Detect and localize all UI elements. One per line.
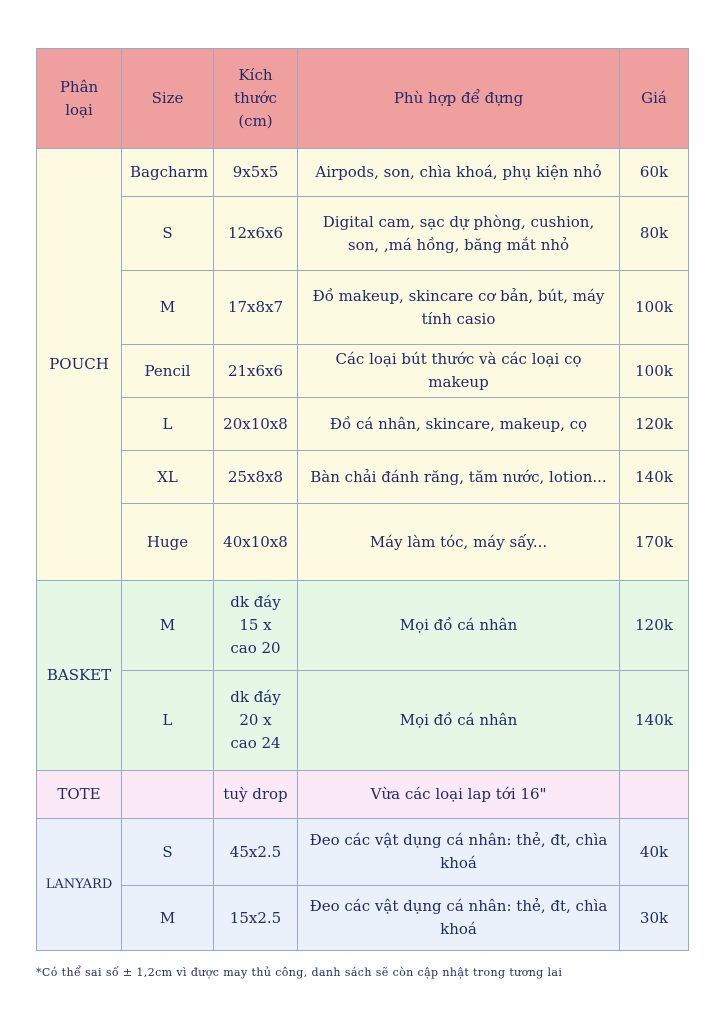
header-category: Phân loại: [37, 49, 122, 149]
table-row: [37, 451, 689, 504]
size-cell: Bagcharm: [122, 149, 214, 197]
table-header-row: [37, 49, 689, 149]
dimensions-cell: 40x10x8: [214, 504, 298, 581]
table-row: [37, 581, 689, 671]
table-row: [37, 886, 689, 951]
usage-cell: Đồ makeup, skincare cơ bản, bút, máy tính casio: [298, 271, 620, 345]
size-cell: S: [122, 197, 214, 271]
size-cell: [122, 771, 214, 819]
footnote: *Có thể sai số ± 1,2cm vì được may thủ công, danh sách sẽ còn cập nhật trong tương lai: [36, 966, 563, 979]
header-usage: Phù hợp để đựng: [298, 49, 620, 149]
header-dimensions: Kích thước (cm): [214, 49, 298, 149]
size-cell: M: [122, 886, 214, 951]
size-cell: S: [122, 819, 214, 886]
category-tote: TOTE: [37, 771, 122, 819]
dimensions-cell: 45x2.5: [214, 819, 298, 886]
price-cell: 170k: [620, 504, 689, 581]
dimensions-cell: 12x6x6: [214, 197, 298, 271]
dimensions-cell: dk đáy 20 x cao 24: [214, 671, 298, 771]
price-cell: [620, 771, 689, 819]
price-cell: 120k: [620, 398, 689, 451]
price-cell: 30k: [620, 886, 689, 951]
usage-cell: Các loại bút thước và các loại cọ makeup: [298, 345, 620, 398]
table-row: [37, 671, 689, 771]
table-row: [37, 771, 689, 819]
dimensions-cell: 25x8x8: [214, 451, 298, 504]
price-cell: 60k: [620, 149, 689, 197]
header-size: Size: [122, 49, 214, 149]
dimensions-cell: 17x8x7: [214, 271, 298, 345]
category-lanyard: LANYARD: [37, 819, 122, 951]
price-cell: 140k: [620, 451, 689, 504]
price-cell: 100k: [620, 345, 689, 398]
table-row: [37, 819, 689, 886]
table-row: [37, 271, 689, 345]
usage-cell: Airpods, son, chìa khoá, phụ kiện nhỏ: [298, 149, 620, 197]
dimensions-cell: tuỳ drop: [214, 771, 298, 819]
usage-cell: Máy làm tóc, máy sấy...: [298, 504, 620, 581]
usage-cell: Đeo các vật dụng cá nhân: thẻ, đt, chìa khoá: [298, 819, 620, 886]
size-cell: L: [122, 398, 214, 451]
dimensions-cell: 9x5x5: [214, 149, 298, 197]
category-basket: BASKET: [37, 581, 122, 771]
usage-cell: Vừa các loại lap tới 16": [298, 771, 620, 819]
table-row: [37, 398, 689, 451]
usage-cell: Mọi đồ cá nhân: [298, 581, 620, 671]
usage-cell: Đồ cá nhân, skincare, makeup, cọ: [298, 398, 620, 451]
usage-cell: Bàn chải đánh răng, tăm nước, lotion...: [298, 451, 620, 504]
price-table: [36, 48, 689, 951]
price-cell: 140k: [620, 671, 689, 771]
table-row: [37, 504, 689, 581]
dimensions-cell: dk đáy 15 x cao 20: [214, 581, 298, 671]
price-cell: 80k: [620, 197, 689, 271]
table-row: [37, 149, 689, 197]
price-cell: 120k: [620, 581, 689, 671]
category-pouch: POUCH: [37, 149, 122, 581]
price-cell: 100k: [620, 271, 689, 345]
size-cell: M: [122, 271, 214, 345]
size-cell: L: [122, 671, 214, 771]
size-cell: M: [122, 581, 214, 671]
dimensions-cell: 20x10x8: [214, 398, 298, 451]
size-cell: Huge: [122, 504, 214, 581]
usage-cell: Đeo các vật dụng cá nhân: thẻ, đt, chìa khoá: [298, 886, 620, 951]
usage-cell: Mọi đồ cá nhân: [298, 671, 620, 771]
size-cell: Pencil: [122, 345, 214, 398]
table-row: [37, 345, 689, 398]
usage-cell: Digital cam, sạc dự phòng, cushion, son, ,má hồng, băng mắt nhỏ: [298, 197, 620, 271]
table-row: [37, 197, 689, 271]
size-cell: XL: [122, 451, 214, 504]
price-cell: 40k: [620, 819, 689, 886]
dimensions-cell: 21x6x6: [214, 345, 298, 398]
header-price: Giá: [620, 49, 689, 149]
dimensions-cell: 15x2.5: [214, 886, 298, 951]
